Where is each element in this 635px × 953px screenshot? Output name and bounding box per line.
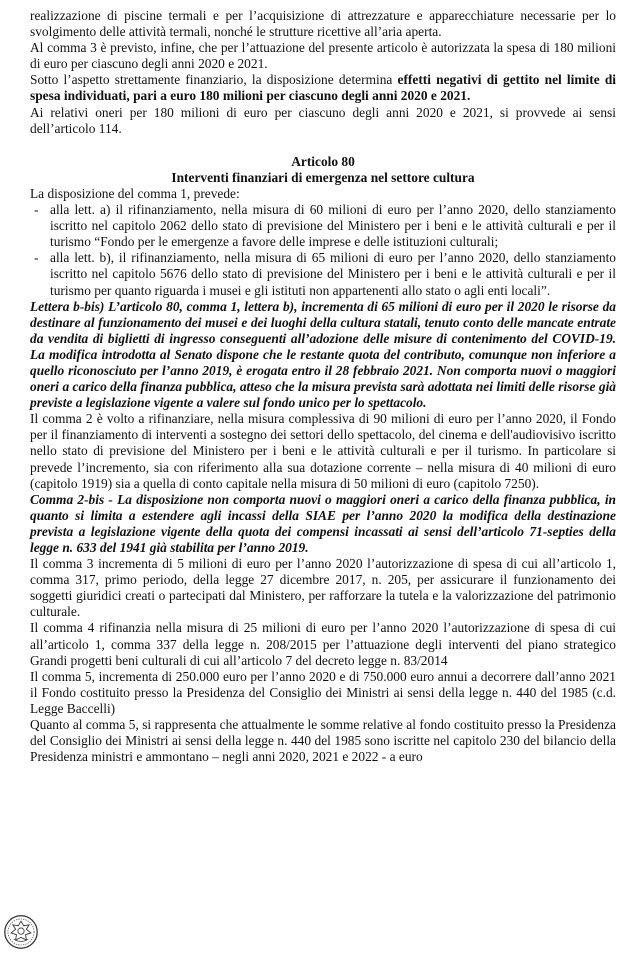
paragraph-intro: La disposizione del comma 1, prevede: [30,185,240,201]
list-dash: - [34,202,39,218]
official-seal-icon [3,914,39,950]
provisions-list [30,202,616,299]
list-item: - alla lett. b), il rifinanziamento, nella misura di 65 milioni di euro per l’anno 2020, dello stanziamento iscritto nel capitolo 5676 dello stato di previsione del Ministero per i beni e le attività culturali e per il turismo per quanto riguarda i musei e gli istituti non appartenenti allo stato o agli enti locali”. [34,250,616,298]
paragraph-termali: realizzazione di piscine termali e per l’acquisizione di attrezzature e apparecchiature necessarie per lo svolgimento delle attività termali, nonché le strutture ricettive all’aria aperta. [30,8,616,40]
paragraph-oneri: Ai relativi oneri per 180 milioni di euro per ciascuno degli anni 2020 e 2021, si provvede ai sensi dell’articolo 114. [30,104,616,136]
paragraph-lettera-b-bis: Lettera b-bis) L’articolo 80, comma 1, lettera b), incrementa di 65 milioni di euro per il 2020 le risorse da destinare al funzionamento dei musei e dei luoghi della cultura statali, tenuto conto delle mancate entrate da vendita di biglietti di ingresso conseguenti all’adozione delle misure di contenimento del COVID-19. La modifica introdotta al Senato dispone che le restante quota del contributo, comunque non inferiore a quello riconosciuto per l’anno 2019, è erogata entro il 28 febbraio 2021. Non comporta nuovi o maggiori oneri a carico della finanza pubblica, atteso che la misura prevista sarà adottata nei limiti delle risorse già previste a legislazione vigente a valere sul fondo unico per lo spettacolo. [30,298,616,411]
paragraph-quanto-comma5: Quanto al comma 5, si rappresenta che attualmente le somme relative al fondo costituito presso la Presidenza del Consiglio dei Ministri ai sensi della legge n. 440 del 1985 sono iscritte nel capitolo 230 del bilancio della Presidenza ministri e ammontano – negli anni 2020, 2021 e 2022 - a euro [30,717,616,765]
paragraph-comma2-bis: Comma 2-bis - La disposizione non comporta nuovi o maggiori oneri a carico della finanza pubblica, in quanto si limita a estendere agli incassi della SIAE per l’anno 2020 la modifica della destinazione prevista a legislazione vigente della quota dei compensi incassati ai sensi dell’articolo 71-septies della legge n. 633 del 1941 già stabilita per l’anno 2019. [30,491,616,555]
paragraph-aspetto-finanziario [30,72,616,104]
article-number: Articolo 80 [291,153,355,169]
article-title: Interventi finanziari di emergenza nel settore cultura [171,169,475,185]
text-bold-effetti: effetti negativi di gettito nel limite di spesa individuati, pari a euro 180 milioni per ciascuno degli anni 2020 e 2021. [30,72,616,104]
paragraph-comma3: Il comma 3 incrementa di 5 milioni di euro per l’anno 2020 l’autorizzazione di spesa di cui all’articolo 1, comma 317, primo periodo, della legge 27 dicembre 2017, n. 205, per assicurare il funzionamento dei soggetti giuridici creati o partecipati dal Ministero, per rafforzare la tutela e la valorizzazione del patrimonio culturale. [30,556,616,620]
paragraph-comma2: Il comma 2 è volto a rifinanziare, nella misura complessiva di 90 milioni di euro per l’anno 2020, il Fondo per il finanziamento di interventi a sostegno dei settori dello spettacolo, del cinema e dell'audiovisivo iscritto nello stato di previsione del Ministero per i beni e le attività culturali e per il turismo. In particolare si prevede l’incremento, sia con riferimento alla sua dotazione corrente – nella misura di 40 milioni di euro (capitolo 1919) sia a quella di conto capitale nella misura di 50 milioni di euro (capitolo 7250). [30,411,616,491]
paragraph-comma4: Il comma 4 rifinanzia nella misura di 25 milioni di euro per l’anno 2020 l’autorizzazione di spesa di cui all’articolo 1, comma 337 della legge n. 208/2015 per l’attuazione degli interventi del piano strategico Grandi progetti beni culturali di cui all’articolo 7 del decreto legge n. 83/2014 [30,620,616,668]
paragraph-comma5: Il comma 5, incrementa di 250.000 euro per l’anno 2020 e di 750.000 euro annui a decorrere dall’anno 2021 il Fondo costituito presso la Presidenza del Consiglio dei Ministri ai sensi della legge n. 440 del 1985 (c.d. Legge Baccelli) [30,668,616,716]
list-item: - alla lett. a) il rifinanziamento, nella misura di 60 milioni di euro per l’anno 2020, dello stanziamento iscritto nel capitolo 2062 dello stato di previsione del Ministero per i beni e le attività culturali e per il turismo “Fondo per le emergenze a favore delle imprese e delle istituzioni culturali; [34,202,616,250]
paragraph-comma3-spesa: Al comma 3 è previsto, infine, che per l’attuazione del presente articolo è autorizzata la spesa di 180 milioni di euro per ciascuno degli anni 2020 e 2021. [30,40,616,72]
list-dash: - [34,250,39,266]
document-page [30,8,616,765]
text-normal: Sotto l’aspetto strettamente finanziario, la disposizione determina [30,72,398,88]
